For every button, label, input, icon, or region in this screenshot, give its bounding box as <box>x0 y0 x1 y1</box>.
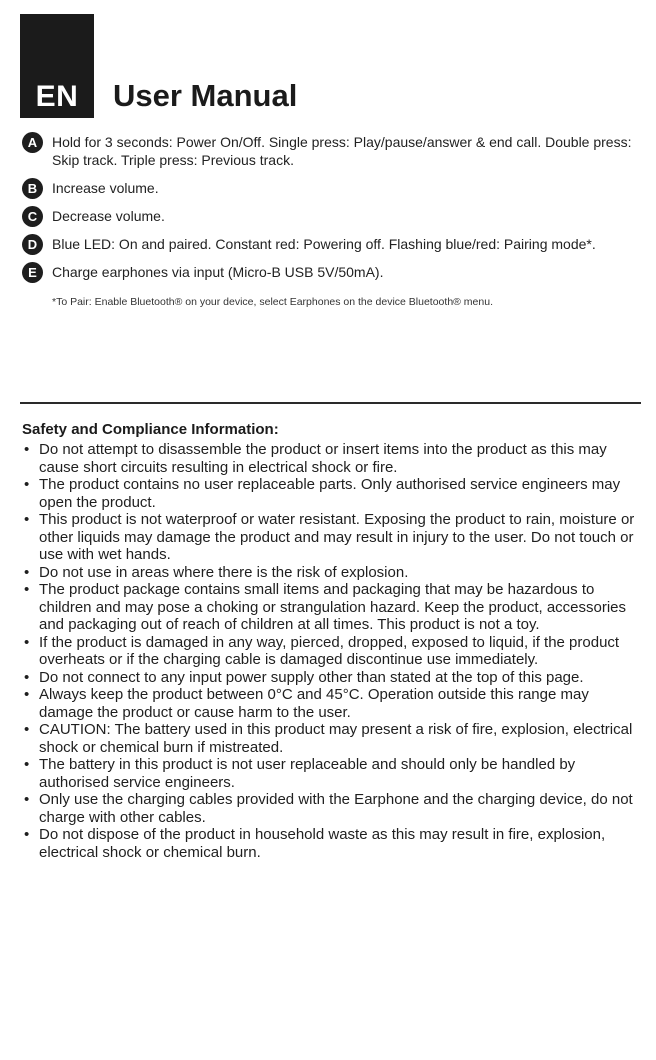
badge-a-icon: A <box>22 132 43 153</box>
safety-title: Safety and Compliance Information: <box>22 421 279 438</box>
safety-text: CAUTION: The battery used in this product may present a risk of fire, explosion, electrical shock or chemical burn if mistreated. <box>39 721 633 756</box>
safety-text: Always keep the product between 0°C and 45°C. Operation outside this range may damage the product or cause harm to the user. <box>39 686 589 721</box>
control-item-d <box>22 235 642 253</box>
safety-text: Only use the charging cables provided with the Earphone and the charging device, do not charge with other cables. <box>39 791 633 826</box>
safety-text: Do not dispose of the product in household waste as this may result in fire, explosion, electrical shock or chemical burn. <box>39 826 606 861</box>
bullet-icon: • <box>24 686 30 703</box>
control-text: Decrease volume. <box>52 208 165 224</box>
safety-text: Do not use in areas where there is the risk of explosion. <box>39 563 409 581</box>
safety-text: This product is not waterproof or water resistant. Exposing the product to rain, moisture or other liquids may damage the product and may result in injury to the user. Do not touch or use with wet hands. <box>39 511 635 563</box>
bullet-icon: • <box>24 756 30 773</box>
control-item-c <box>22 207 642 225</box>
safety-text: If the product is damaged in any way, pierced, dropped, exposed to liquid, if the product overheats or if the charging cable is damaged discontinue use immediately. <box>39 633 620 668</box>
bullet-icon: • <box>24 563 30 581</box>
safety-text: Do not attempt to disassemble the product or insert items into the product as this may cause short circuits resulting in electrical shock or fire. <box>39 441 607 476</box>
control-text: Blue LED: On and paired. Constant red: Powering off. Flashing blue/red: Pairing mode*. <box>52 236 596 252</box>
list-item <box>22 756 642 791</box>
control-text: Charge earphones via input (Micro-B USB 5V/50mA). <box>52 264 384 280</box>
list-item <box>22 721 642 756</box>
list-item <box>22 669 642 687</box>
list-item <box>22 564 642 582</box>
control-item-e <box>22 263 642 281</box>
control-text: Increase volume. <box>52 180 159 196</box>
page-title: User Manual <box>113 78 298 113</box>
bullet-icon: • <box>24 721 30 738</box>
bullet-icon: • <box>24 791 30 808</box>
list-item <box>22 511 642 564</box>
manual-header <box>20 14 640 118</box>
list-item <box>22 791 642 826</box>
list-item <box>22 686 642 721</box>
badge-d-icon: D <box>22 234 43 255</box>
safety-text: The product contains no user replaceable parts. Only authorised service engineers may open the product. <box>39 476 621 511</box>
language-code: EN <box>35 80 79 113</box>
bullet-icon: • <box>24 826 30 843</box>
list-item <box>22 634 642 669</box>
bullet-icon: • <box>24 441 30 458</box>
section-divider <box>20 402 641 404</box>
badge-b-icon: B <box>22 178 43 199</box>
list-item <box>22 476 642 511</box>
safety-text: The battery in this product is not user replaceable and should only be handled by authorised service engineers. <box>39 756 576 791</box>
list-item <box>22 581 642 634</box>
safety-section <box>22 421 642 861</box>
list-item <box>22 826 642 861</box>
badge-c-icon: C <box>22 206 43 227</box>
control-item-b <box>22 179 642 197</box>
safety-text: Do not connect to any input power supply other than stated at the top of this page. <box>39 668 584 686</box>
list-item <box>22 441 642 476</box>
bullet-icon: • <box>24 633 30 651</box>
safety-text: The product package contains small items and packaging that may be hazardous to children and may pose a choking or strangulation hazard. Keep the product, accessories and packaging out of reach of children at all times. This product is not a toy. <box>39 581 627 633</box>
pairing-footnote: *To Pair: Enable Bluetooth® on your device, select Earphones on the device Bluetooth® menu. <box>52 296 493 308</box>
control-text: Hold for 3 seconds: Power On/Off. Single press: Play/pause/answer & end call. Double press: Skip track. Triple press: Previous track. <box>52 134 632 168</box>
bullet-icon: • <box>24 511 30 528</box>
safety-list <box>22 441 642 861</box>
bullet-icon: • <box>24 668 30 686</box>
bullet-icon: • <box>24 581 30 598</box>
language-tab <box>20 14 94 118</box>
badge-e-icon: E <box>22 262 43 283</box>
controls-list <box>22 133 642 309</box>
bullet-icon: • <box>24 476 30 493</box>
control-item-a <box>22 133 642 169</box>
